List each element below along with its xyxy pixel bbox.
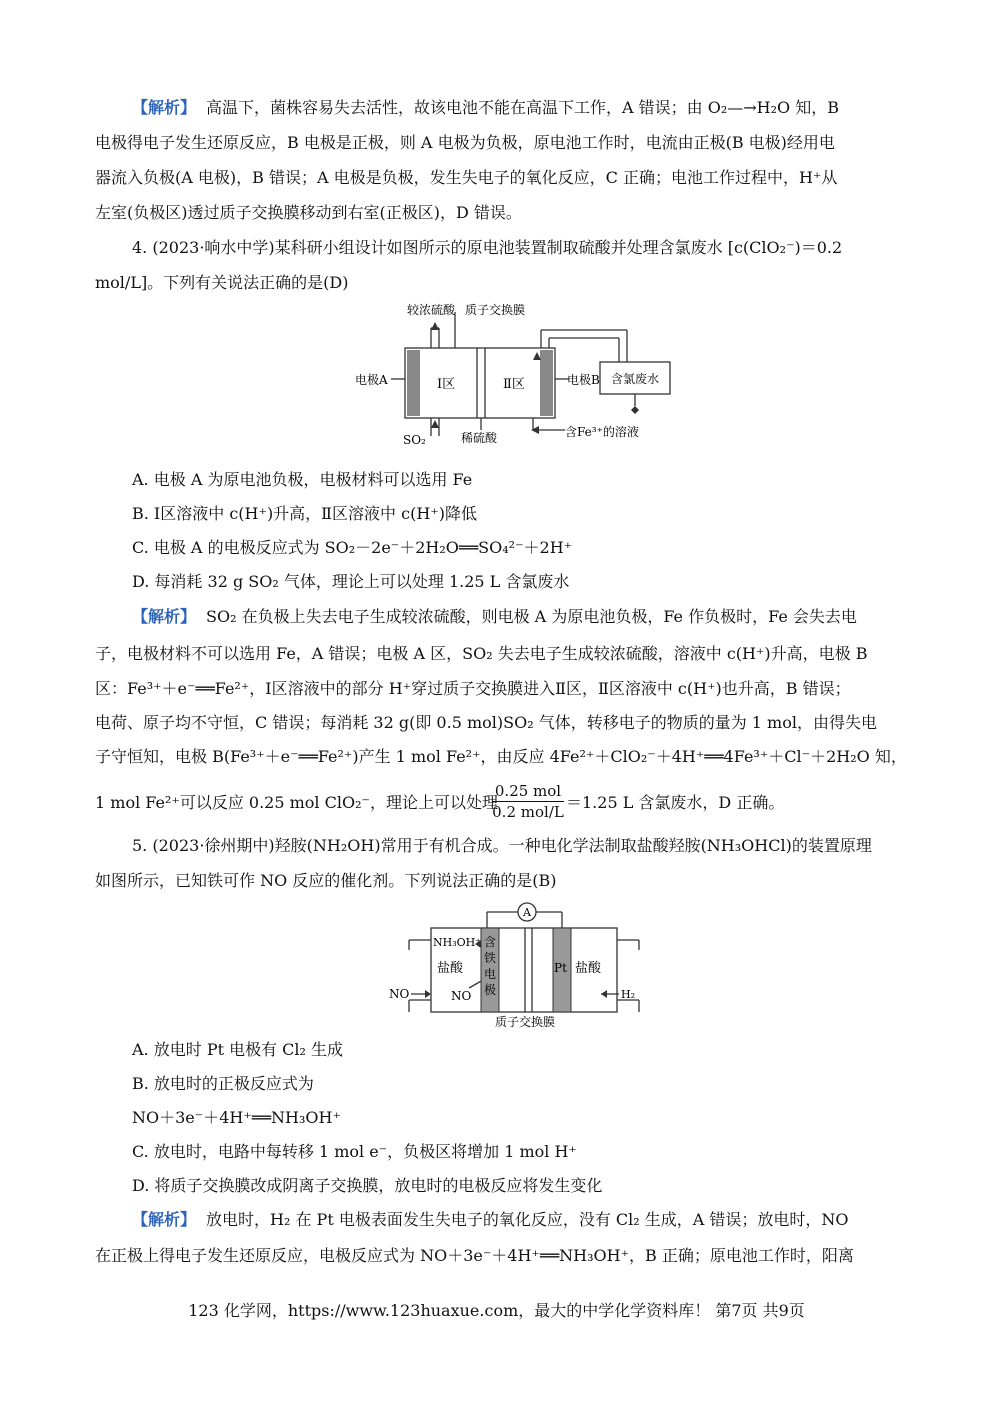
label-no-in: NO [389, 987, 410, 1001]
q5-cell-diagram [385, 900, 645, 1032]
option-c: C. 放电时，电路中每转移 1 mol e⁻，负极区将增加 1 mol H⁺ [132, 1142, 577, 1161]
page-footer: 123 化学网，https://www.123huaxue.com，最大的中学化学资料库！ 第7页 共9页 [188, 1301, 805, 1320]
question-4-stem: 4. (2023·响水中学)某科研小组设计如图所示的原电池装置制取硫酸并处理含氯废水 [c(ClO₂⁻)＝0.2 [132, 238, 843, 257]
label-membrane: 质子交换膜 [495, 1015, 556, 1029]
option-b: B. 放电时的正极反应式为 [132, 1074, 314, 1093]
analysis-line: 【解析】 放电时，H₂ 在 Pt 电极表面发生失电子的氧化反应，没有 Cl₂ 生成，A 错误；放电时，NO [132, 1210, 849, 1229]
analysis-tag: 【解析】 [132, 607, 197, 626]
label-nh3oh: NH₃OH⁺ [433, 936, 482, 949]
option-b: B. Ⅰ区溶液中 c(H⁺)升高，Ⅱ区溶液中 c(H⁺)降低 [132, 504, 477, 523]
analysis-line: 【解析】 SO₂ 在负极上失去电子生成较浓硫酸，则电极 A 为原电池负极，Fe 作负极时，Fe 会失去电 [132, 607, 857, 626]
label-h2: H₂ [621, 988, 636, 1001]
option-a: A. 放电时 Pt 电极有 Cl₂ 生成 [132, 1040, 344, 1059]
fraction [492, 782, 564, 821]
question-5-stem: 如图所示，已知铁可作 NO 反应的催化剂。下列说法正确的是(B) [95, 871, 557, 890]
analysis-line: 【解析】 高温下，菌株容易失去活性，故该电池不能在高温下工作，A 错误；由 O₂—→H₂O 知，B [132, 98, 840, 117]
label-no-inner: NO [451, 989, 472, 1003]
label-fe-electrode-1: 含 [484, 935, 497, 949]
label-fe3-solution: 含Fe³⁺的溶液 [565, 425, 639, 439]
analysis-line: 1 mol Fe²⁺可以反应 0.25 mol ClO₂⁻，理论上可以处理 [95, 793, 498, 812]
label-fe-electrode-4: 极 [484, 983, 497, 997]
label-zone-1: Ⅰ区 [437, 377, 456, 392]
label-hcl-right: 盐酸 [575, 961, 602, 976]
fraction-numerator: 0.25 mol [494, 782, 562, 800]
label-concentrated-acid: 较浓硫酸 [407, 303, 456, 317]
label-electrode-a: 电极A [355, 373, 388, 387]
option-c: C. 电极 A 的电极反应式为 SO₂－2e⁻＋2H₂O══SO₄²⁻＋2H⁺ [132, 538, 573, 557]
analysis-line: ＝1.25 L 含氯废水，D 正确。 [566, 793, 785, 812]
option-d: D. 将质子交换膜改成阴离子交换膜，放电时的电极反应将发生变化 [132, 1176, 603, 1195]
analysis-line: 左室(负极区)透过质子交换膜移动到右室(正极区)，D 错误。 [95, 203, 522, 222]
option-d: D. 每消耗 32 g SO₂ 气体，理论上可以处理 1.25 L 含氯废水 [132, 572, 570, 591]
fraction-denominator: 0.2 mol/L [492, 803, 564, 821]
analysis-tag: 【解析】 [132, 1210, 197, 1229]
analysis-line: 区：Fe³⁺＋e⁻══Fe²⁺，Ⅰ区溶液中的部分 H⁺穿过质子交换膜进入Ⅱ区，Ⅱ区溶液中 c(H⁺)也升高，B 错误； [95, 679, 851, 698]
analysis-tag: 【解析】 [132, 98, 197, 117]
label-fe-electrode-2: 铁 [484, 951, 497, 965]
label-membrane: 质子交换膜 [465, 303, 526, 317]
label-zone-2: Ⅱ区 [503, 377, 525, 392]
label-pt: Pt [554, 961, 567, 975]
label-electrode-b: 电极B [567, 373, 600, 387]
analysis-line: 子，电极材料不可以选用 Fe，A 错误；电极 A 区，SO₂ 失去电子生成较浓硫酸，溶液中 c(H⁺)升高，电极 B [95, 644, 868, 663]
label-so2: SO₂ [403, 433, 426, 445]
q4-cell-diagram [355, 300, 685, 445]
option-a: A. 电极 A 为原电池负极，电极材料可以选用 Fe [132, 470, 473, 489]
option-b-equation: NO＋3e⁻＋4H⁺══NH₃OH⁺ [132, 1108, 341, 1127]
analysis-line: 电极得电子发生还原反应，B 电极是正极，则 A 电极为负极，原电池工作时，电流由正极(B 电极)经用电 [95, 133, 835, 152]
label-hcl-left: 盐酸 [437, 961, 464, 976]
analysis-line: 在正极上得电子发生还原反应，电极反应式为 NO＋3e⁻＋4H⁺══NH₃OH⁺，B 正确；原电池工作时，阳离 [95, 1246, 854, 1265]
analysis-line: 器流入负极(A 电极)，B 错误；A 电极是负极，发生失电子的氧化反应，C 正确；电池工作过程中，H⁺从 [95, 168, 838, 187]
label-fe-electrode-3: 电 [484, 967, 497, 981]
label-waste-water: 含氯废水 [611, 372, 660, 386]
ammeter-label: A [523, 906, 531, 919]
question-5-stem: 5. (2023·徐州期中)羟胺(NH₂OH)常用于有机合成。一种电化学法制取盐酸羟胺(NH₃OHCl)的装置原理 [132, 836, 872, 855]
label-dilute-acid: 稀硫酸 [461, 431, 498, 445]
analysis-line: 电荷、原子均不守恒，C 错误；每消耗 32 g(即 0.5 mol)SO₂ 气体，转移电子的物质的量为 1 mol，由得失电 [95, 713, 877, 732]
analysis-line: 子守恒知，电极 B(Fe³⁺＋e⁻══Fe²⁺)产生 1 mol Fe²⁺，由反应 4Fe²⁺＋ClO₂⁻＋4H⁺══4Fe³⁺＋Cl⁻＋2H₂O 知， [95, 747, 907, 766]
question-4-stem: mol/L]。下列有关说法正确的是(D) [95, 273, 349, 292]
